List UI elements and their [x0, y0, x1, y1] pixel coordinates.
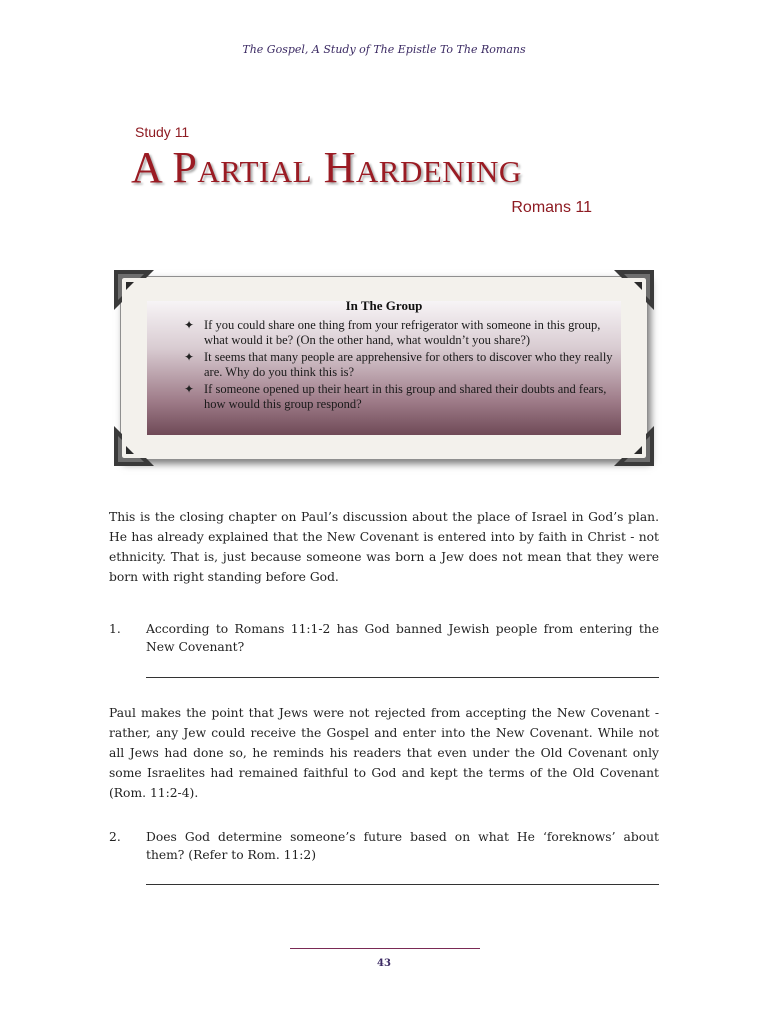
footer-rule: [290, 948, 480, 949]
question-text: Does God determine someone’s future based on what He ‘foreknows’ about them? (Refer to Rom. 11:2): [146, 830, 659, 862]
group-question: [184, 382, 614, 412]
question-number: 2.: [109, 830, 121, 844]
answer-line[interactable]: [146, 884, 659, 885]
answer-line[interactable]: [146, 677, 659, 678]
question-number: 1.: [109, 622, 121, 636]
four-point-star-icon: ✦: [184, 350, 195, 364]
question-1: [109, 620, 659, 660]
page-number: 43: [377, 958, 391, 969]
question-text: According to Romans 11:1-2 has God banned Jewish people from entering the New Covenant?: [146, 622, 659, 654]
group-question-list: [184, 318, 614, 414]
group-box-heading: In The Group: [345, 298, 423, 313]
body-paragraph: Paul makes the point that Jews were not rejected from accepting the New Covenant - rather, any Jew could receive the Gospel and enter into the New Covenant. While not all Jews had done so, he reminds his readers that even under the Old Covenant only some Israelites had remained faithful to God and kept the terms of the Old Covenant (Rom. 11:2-4).: [109, 706, 659, 800]
group-discussion-box: [114, 270, 654, 466]
study-number: Study 11: [135, 124, 190, 140]
study-title: A Partial Hardening: [131, 143, 522, 192]
frame-corner-ornament: [112, 424, 156, 468]
question-2: [109, 828, 659, 868]
frame-corner-ornament: [612, 424, 656, 468]
four-point-star-icon: ✦: [184, 318, 195, 332]
group-question-text: It seems that many people are apprehensive for others to discover who they really are. Why do you think this is?: [204, 350, 613, 379]
group-question-text: If you could share one thing from your refrigerator with someone in this group, what would it be? (On the other hand, what wouldn’t you share?): [204, 318, 601, 347]
group-question: [184, 350, 614, 380]
intro-paragraph: This is the closing chapter on Paul’s discussion about the place of Israel in God’s plan. He has already explained that the New Covenant is entered into by faith in Christ - not ethnicity. That is, just because someone was born a Jew does not mean that they were born with right standing before God.: [109, 510, 659, 584]
scripture-reference: Romans 11: [511, 199, 592, 216]
group-question: [184, 318, 614, 348]
running-header: The Gospel, A Study of The Epistle To The Romans: [242, 43, 526, 56]
four-point-star-icon: ✦: [184, 382, 195, 396]
group-question-text: If someone opened up their heart in this group and shared their doubts and fears, how would this group respond?: [204, 382, 607, 411]
